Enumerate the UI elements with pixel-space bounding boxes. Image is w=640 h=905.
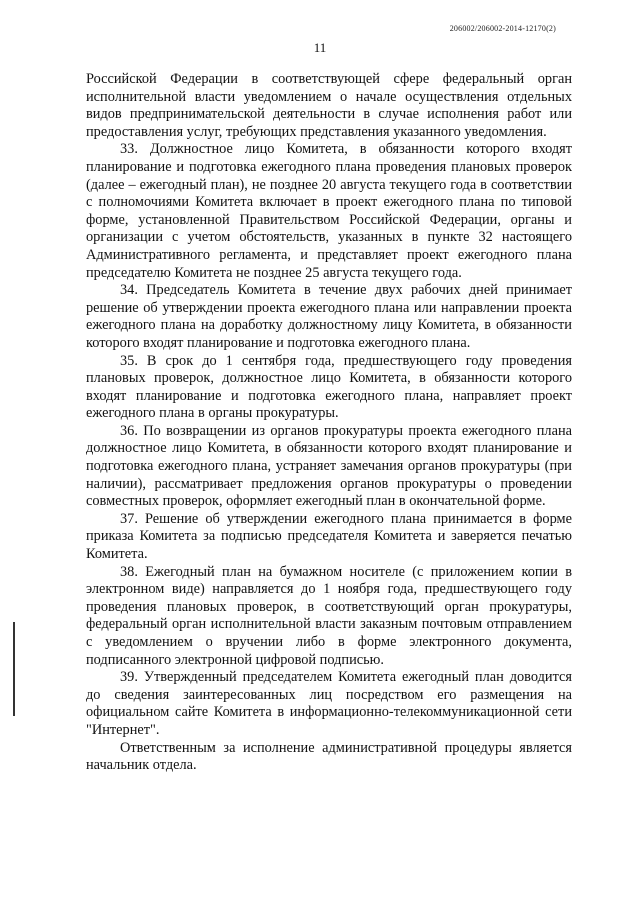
paragraph-38: 38. Ежегодный план на бумажном носителе (с приложением копии в электронном виде) направляется до 1 ноября года, предшествующего году проведения плановых проверок, в соответствующий орган прокуратуры, федеральный орган исполнительной власти заказным почтовым отправлением с уведомлением о вручении либо в форме электронного документа, подписанного электронной цифровой подписью. xyxy=(86,563,572,668)
paragraph-33: 33. Должностное лицо Комитета, в обязанности которого входят планирование и подготовка ежегодного плана проведения плановых проверок (далее – ежегодный план), не позднее 20 августа текущего года в соответствии с полномочиями Комитета включает в проект ежегодного плана по типовой форме, установленной Правительством Российской Федерации, органы и организации с учетом обстоятельств, указанных в пункте 32 настоящего Административного регламента, и представляет проект ежегодного плана председателю Комитета не позднее 25 августа текущего года. xyxy=(86,141,572,281)
paragraph-34: 34. Председатель Комитета в течение двух рабочих дней принимает решение об утверждении проекта ежегодного плана или направлении проекта ежегодного плана на доработку должностному лицу Комитета, в обязанности которого входят планирование и подготовка ежегодного плана. xyxy=(86,282,572,351)
paragraph-continuation: Российской Федерации в соответствующей сфере федеральный орган исполнительной власти уведомлением о начале осуществления отдельных видов предпринимательской деятельности в случае исполнения работ или предоставления услуг, требующих представления указанного уведомления. xyxy=(86,71,572,140)
page-number: 11 xyxy=(313,40,327,55)
document-body xyxy=(86,71,572,775)
paragraph-35: 35. В срок до 1 сентября года, предшествующего году проведения плановых проверок, должностное лицо Комитета, в обязанности которого входят планирование и подготовка ежегодного плана, направляет проект ежегодного плана в органы прокуратуры. xyxy=(86,352,572,422)
paragraph-37: 37. Решение об утверждении ежегодного плана принимается в форме приказа Комитета за подписью председателя Комитета и заверяется печатью Комитета. xyxy=(86,510,572,563)
paragraph-responsible: Ответственным за исполнение административной процедуры является начальник отдела. xyxy=(86,739,572,774)
document-code: 206002/206002-2014-12170(2) xyxy=(449,24,556,33)
margin-mark xyxy=(13,622,15,716)
paragraph-36: 36. По возвращении из органов прокуратуры проекта ежегодного плана должностное лицо Комитета, в обязанности которого входят планирование и подготовка ежегодного плана, устраняет замечания органов прокуратуры (при наличии), рассматривает предложения органов прокуратуры о проведении совместных проверок, оформляет ежегодный план в окончательной форме. xyxy=(86,422,572,510)
paragraph-39: 39. Утвержденный председателем Комитета ежегодный план доводится до сведения заинтересованных лиц посредством его размещения на официальном сайте Комитета в информационно-телекоммуникационной сети "Интернет". xyxy=(86,669,572,738)
